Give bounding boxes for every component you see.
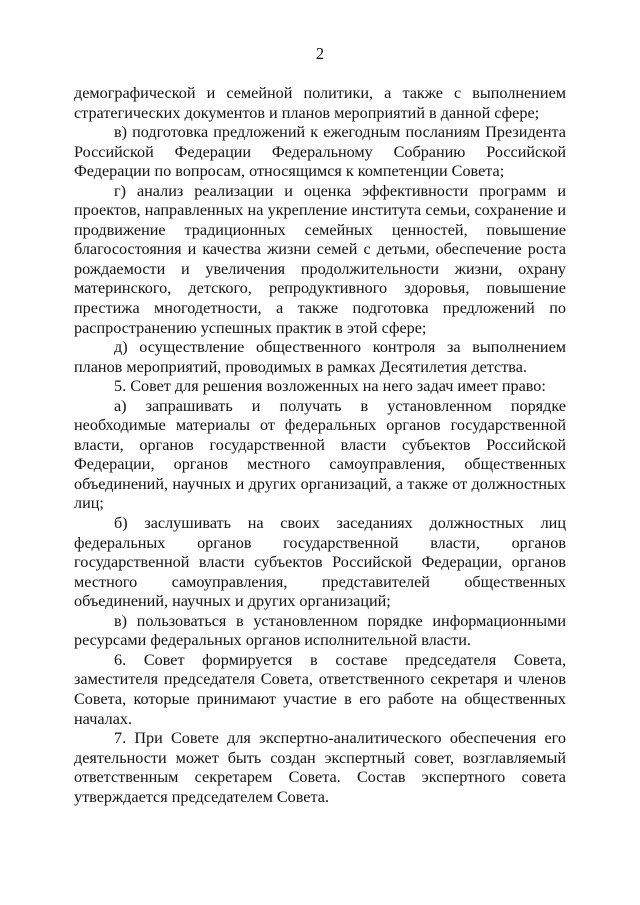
paragraph-section-6-composition: 6. Совет формируется в составе председателя Совета, заместителя председателя Совета, ответственного секретаря и членов Совета, которые принимают участие в его работе на общественных началах. — [74, 650, 566, 728]
paragraph-item-v-president-messages: в) подготовка предложений к ежегодным посланиям Президента Российской Федерации Федеральному Собранию Российской Федерации по вопросам, относящимся к компетенции Совета; — [74, 123, 566, 181]
paragraph-item-a-request-materials: а) запрашивать и получать в установленном порядке необходимые материалы от федеральных органов государственной власти, органов государственной власти субъектов Российской Федерации, органов местного самоуправления, общественных объединений, научных и других организаций, а также от должностных лиц; — [74, 396, 566, 513]
paragraph-section-7-expert-council: 7. При Совете для экспертно-аналитического обеспечения его деятельности может быть создан экспертный совет, возглавляемый ответственным секретарем Совета. Состав экспертного совета утверждается председателем Совета. — [74, 729, 566, 806]
paragraph-continuation: демографической и семейной политики, а также с выполнением стратегических документов и планов мероприятий в данной сфере; — [74, 84, 566, 122]
document-body — [74, 84, 566, 807]
paragraph-item-b-hear-officials: б) заслушивать на своих заседаниях должностных лиц федеральных органов государственной власти, органов государственной власти субъектов Российской Федерации, органов местного самоуправления, представителей общественных объединений, научных и других организаций; — [74, 514, 566, 611]
paragraph-item-d-public-control: д) осуществление общественного контроля за выполнением планов мероприятий, проводимых в рамках Десятилетия детства. — [74, 338, 566, 376]
paragraph-section-5-rights: 5. Совет для решения возложенных на него задач имеет право: — [114, 377, 546, 396]
page-number: 2 — [315, 44, 325, 63]
paragraph-item-g-program-analysis: г) анализ реализации и оценка эффективности программ и проектов, направленных на укрепление института семьи, сохранение и продвижение традиционных семейных ценностей, повышение благосостояния и качества жизни семей с детьми, обеспечение роста рождаемости и увеличения продолжительности жизни, охрану материнского, детского, репродуктивного здоровья, повышение престижа многодетности, а также подготовка предложений по распространению успешных практик в этой сфере; — [74, 181, 566, 337]
paragraph-item-v-information-resources: в) пользоваться в установленном порядке информационными ресурсами федеральных органов исполнительной власти. — [74, 611, 566, 650]
